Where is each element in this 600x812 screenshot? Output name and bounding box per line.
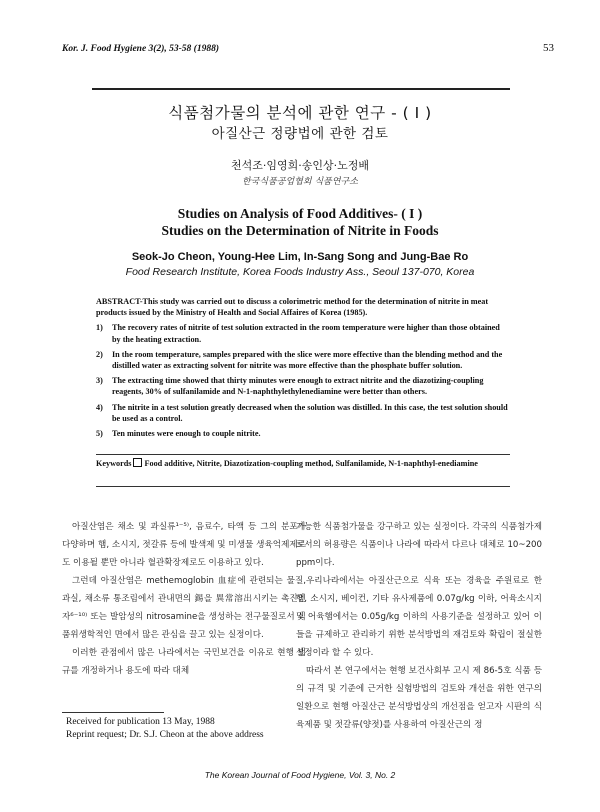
reprint-request: Reprint request; Dr. S.J. Cheon at the above address (66, 730, 264, 740)
keywords-top-rule (96, 454, 510, 455)
keywords-bottom-rule (96, 486, 510, 487)
body-paragraph: 이러한 관점에서 많은 나라에서는 국민보건을 이유로 현행 법규를 개정하거나 용도에 따라 대체 (62, 648, 306, 676)
korean-affiliation: 한국식품공업협회 식품연구소 (242, 177, 358, 187)
english-affiliation: Food Research Institute, Korea Foods Industry Ass., Seoul 137-070, Korea (125, 266, 475, 278)
item-number: 4) (96, 402, 103, 412)
item-text: The nitrite in a test solution greatly decreased when the solution was distilled. In this case, the test solution should be used as a control. (112, 402, 508, 423)
item-text: The recovery rates of nitrite of test solution extracted in the room temperature were higher than those obtained by the heating extraction. (112, 323, 500, 344)
keywords (96, 458, 510, 469)
item-number: 1) (96, 323, 103, 333)
abstract-item (96, 349, 510, 371)
item-text: The extracting time showed that thirty minutes were enough to extract nitrite and the diazotizing-coupling reagents, 30% of sulfanilamide and N-1-naphthylethylenediamine were better than others. (112, 376, 484, 397)
body-paragraph: 따라서 본 연구에서는 현행 보건사회부 고시 제 86-5호 식품 등의 규격 및 기준에 근거한 실험방법의 검토와 개선을 위한 연구의 일환으로 현행 아질산근 분석방법상의 개선점을 얻고자 시판의 식육제품 및 젓갈류(양젓)를 사용하여 아질산근의 정 (296, 666, 542, 730)
item-number: 3) (96, 376, 103, 386)
top-divider (92, 88, 510, 90)
item-text: In the room temperature, samples prepared with the slice were more effective than the blending method and the distilled water as extracting solvent for nitrite was more effective than the phosphate buffer solution. (112, 349, 503, 371)
item-number: 5) (96, 429, 103, 439)
page-number: 53 (543, 42, 554, 54)
korean-title: 식품첨가물의 분석에 관한 연구 - ( I ) (168, 104, 432, 122)
abstract-item (96, 428, 510, 439)
keywords-text: Food additive, Nitrite, Diazotization-coupling method, Sulfanilamide, N-1-naphthyl-enediamine (144, 459, 478, 468)
body-paragraph: 가능한 식품첨가물을 강구하고 있는 실정이다. 각국의 식품첨가제로서의 허용량은 식품이나 나라에 따라서 다르나 대체로 10~200 ppm이다. (296, 522, 542, 568)
footnote-rule (62, 712, 164, 713)
abstract (96, 296, 510, 439)
journal-footer: The Korean Journal of Food Hygiene, Vol. 3, No. 2 (204, 770, 396, 780)
english-authors: Seok-Jo Cheon, Young-Hee Lim, In-Sang Song and Jung-Bae Ro (131, 251, 469, 263)
checkbox-icon (133, 458, 142, 467)
english-subtitle: Studies on the Determination of Nitrite in Foods (161, 223, 439, 238)
korean-subtitle: 아질산근 정량법에 관한 검토 (211, 126, 389, 142)
abstract-item (96, 322, 510, 344)
korean-authors: 천석조·임영희·송인상·노정배 (230, 159, 369, 172)
abstract-item (96, 402, 510, 424)
keywords-label: Keywords (96, 459, 132, 468)
footnote (66, 716, 264, 742)
body-paragraph: 아질산염은 채소 및 과실류¹⁻⁵⁾, 음료수, 타액 등 그의 분포가 다양하며 햄, 소시지, 젓갈류 등에 발색제 및 미생물 생육억제제로도 이용될 뿐만 아니라 혈관확장제로도 이용하고 있다. (62, 522, 306, 568)
abstract-intro: ABSTRACT-This study was carried out to discuss a colorimetric method for the determination of nitrite in meat products issued by the Ministry of Health and Social Affaires of Korea (1985). (96, 297, 489, 318)
item-text: Ten minutes were enough to couple nitrite. (112, 429, 261, 439)
received-date: Received for publication 13 May, 1988 (66, 717, 215, 727)
body-column-left (62, 518, 306, 680)
body-paragraph: 우리나라에서는 아질산근으로 식육 또는 경육을 주원료로 한 햄, 소시지, 베이컨, 기타 유사제품에 0.07g/kg 이하, 어육소시지 및 어육햄에서는 0.05g/kg 이하의 사용기준을 설정하고 있어 이들을 규제하고 관리하기 위한 분석방법의 재검토와 확립이 절실한 실정이라 할 수 있다. (296, 576, 542, 658)
body-column-right (296, 518, 542, 734)
journal-citation: Kor. J. Food Hygiene 3(2), 53-58 (1988) (62, 44, 220, 54)
item-number: 2) (96, 349, 103, 359)
body-paragraph: 그런데 아질산염은 methemoglobin 血症에 관련되는 물질, 과실, 채소류 통조림에서 관내면의 錫을 異常溶出시키는 촉진인자⁶⁻¹⁰⁾ 또는 발암성의 nitrosamine을 생성하는 전구물질로서 식품위생학적인 면에서 많은 관심을 끌고 있는 실정이다. (62, 576, 306, 640)
english-title: Studies on Analysis of Food Additives- ( I ) (177, 206, 423, 221)
abstract-item (96, 375, 510, 397)
